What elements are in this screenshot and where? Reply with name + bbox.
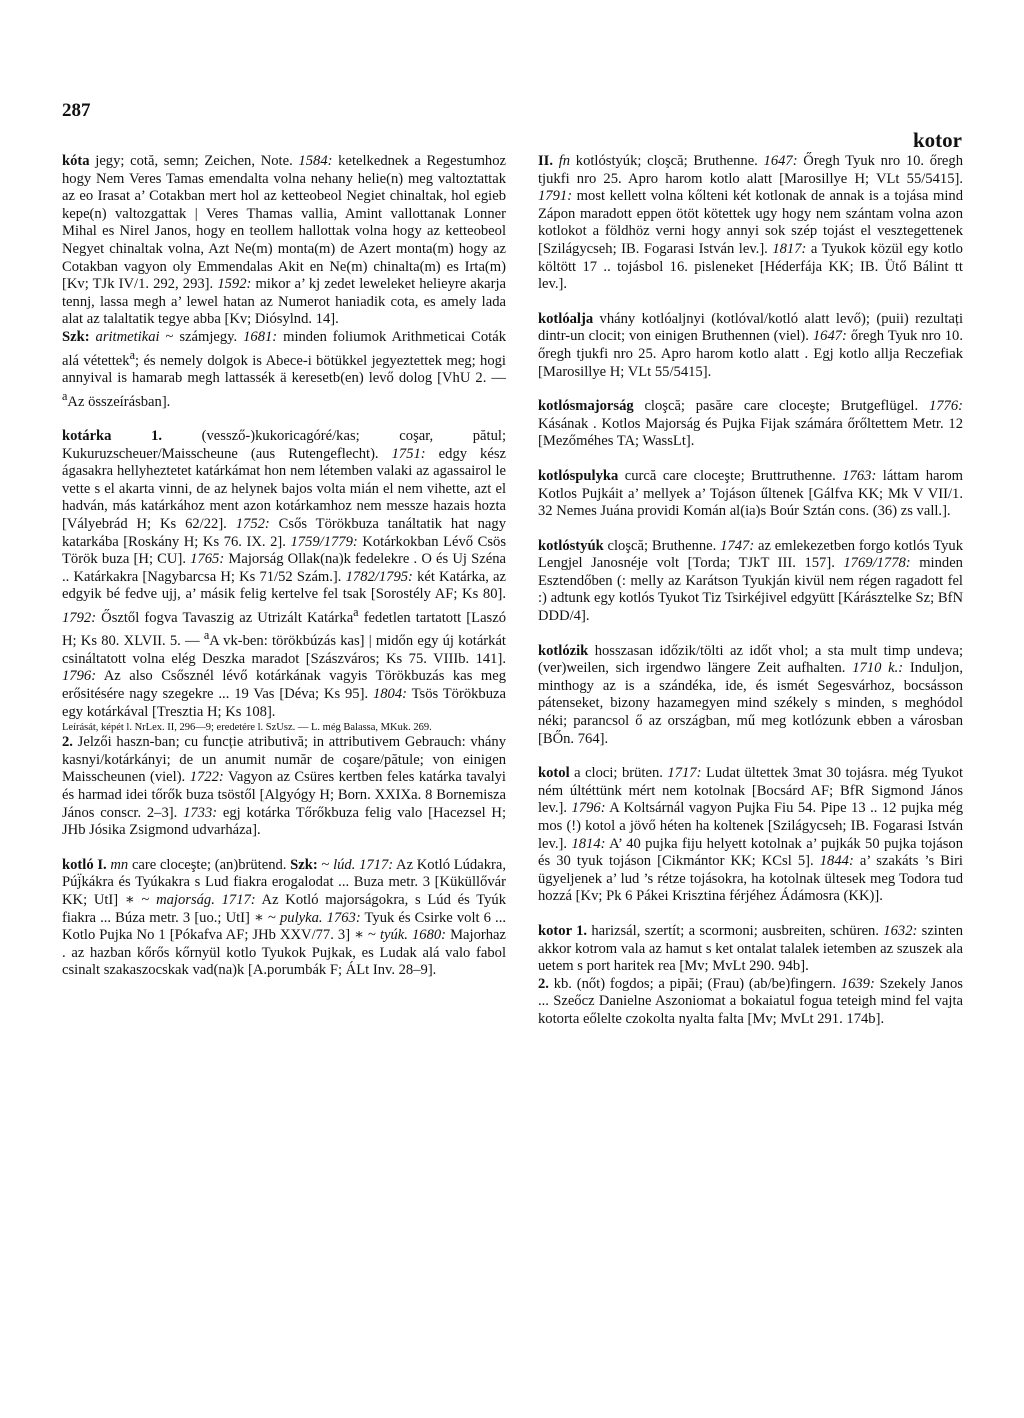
date: 1717: <box>355 856 394 873</box>
page-number: 287 <box>62 100 91 121</box>
sense-number: 1. <box>571 922 588 939</box>
date: 1584: <box>298 153 333 169</box>
entry-text: fedetlen tartatott [Laszó H; Ks 80. XLVII. 5. — <box>62 609 506 650</box>
entry-paragraph <box>62 428 506 721</box>
entry-text: Kotárkokban Lévő Csös Török buza [H; CU]. <box>62 533 506 568</box>
entry-text: Jelzői haszn-ban; cu funcție atributivă; in attributivem Gebrauch: vhány kasnyi/kotárkányi; de un anumit număr de coşare/pătule; von einigen Maisscheunen (viel). <box>62 734 506 786</box>
entry-paragraph <box>62 734 506 840</box>
entry-text: A’ 40 pujka fiju helyett kotolnak a’ pujkák 50 pujka tojáson és 30 tyuk tojáson [Cikmántor KK; KCsl 5]. <box>538 835 963 870</box>
pos: mn <box>106 856 129 873</box>
entry-text: egj kotárka Tőrőkbuza felig valo [Hacezsel H; JHb Jósika Zsigmond udvarháza]. <box>62 804 506 839</box>
entry-text: Ludat ültettek 3mat 30 tojásra. még Tyukot ném últéttünk mért nem kotolnak [Bocsárd AF; BfR Sigmond János lev.]. <box>538 765 964 817</box>
sense-number: 1. <box>111 428 163 445</box>
date: 1639: <box>840 975 875 992</box>
entry-text: aritmetikai <box>89 328 160 345</box>
entry-kotlospulyka <box>538 468 963 521</box>
entry-paragraph <box>538 765 963 906</box>
compound: pulyka. <box>279 909 323 926</box>
date: 1680: <box>407 927 447 944</box>
entry-text: Őregh Tyuk nro 10. őregh tjukfi nro 25. Apro harom kotlo alatt [Marosillye H; VLt 55/5415]. <box>538 153 963 187</box>
entry-paragraph <box>538 923 963 976</box>
entry-text: minden foliumok Arithmeticai Coták alá vétettek <box>62 328 506 369</box>
entry-text: Az also Csősznél lévő kotárkának vagyis Törökbuzás kas meg erősitésére nagy szegekre ... 19 Vas [Déva; Ks 95]. <box>62 668 506 703</box>
entry-text: Tsös Törökbuza egy kotárkával [Tresztia H; Ks 108]. <box>62 686 506 720</box>
entry-kotlosmajorsag <box>538 398 963 451</box>
entry-text: két Katárka, az edgyik bé fedve ujj, a’ másik felig kertelve fel tsak [Sorostély AF; Ks 80]. <box>62 568 506 603</box>
footnote-mark: a <box>62 388 68 403</box>
footnote-mark: a <box>353 604 359 619</box>
entry-text: szinten akkor kotrom vala az hamut s ket ontalat talalek ietemben az szuszek ala uetem s port haritek rea [Mv; MvLt 290. 94b]. <box>538 922 963 975</box>
entry-text: kotlóstyúk; cloşcă; Bruthenne. <box>570 153 764 169</box>
entry-text: a’ szakáts ’s Biri ügyeljenek a’ lud ’s rétze tojásokra, ha kotolnak ültesek meg Todora tud hozzá [Kv; Pk 6 Pákei Krisztina férjéhez Ádámosra (KK)]. <box>538 853 963 905</box>
entry-kotlo-ii <box>538 153 963 294</box>
entry-text: Ősztől fogva Tavaszig az Utrizált Katárka <box>96 609 354 626</box>
entry-kotlo <box>62 857 506 980</box>
entry-text: (vessző-)kukoricagóré/kas; coşar, pătul; Kukuruzscheuer/Maisscheune (aus Rutengeflecht). <box>62 428 506 462</box>
date: 1592: <box>217 276 252 293</box>
date: 1710 k.: <box>852 660 904 677</box>
date: 1632: <box>883 922 918 939</box>
date: 1647: <box>812 328 847 345</box>
entry-text: Az Kotló Lúdakra, Púj̈kákra és Tyúkakra s Lud fiakra erogalodat ... Buza metr. 3 [Küküllővár KK; UtI] ∗ ~ <box>62 856 506 908</box>
date: 1765: <box>190 551 225 568</box>
date: 1814: <box>571 835 606 852</box>
entry-kotloalja <box>538 311 963 381</box>
entry-kota <box>62 153 506 411</box>
entry-kotol <box>538 765 963 906</box>
date: 1796: <box>571 800 606 817</box>
entry-text: minden Esztendőben (: melly az Karátson Tyukján kivül nem régen ragadott fel :) adtunk egy kotlós Tyukot Tiz Tsirkéjivel edgyütt [Kárásztelke Sz; BfN DDD/4]. <box>538 555 963 625</box>
entry-text: az emlekezetben forgo kotlós Tyuk Lengjel Janosnéje volt [Torda; TJkT III. 157]. <box>538 537 963 572</box>
entry-paragraph <box>538 976 963 1029</box>
entry-text: curcă care cloceşte; Bruttruthenne. <box>618 467 843 484</box>
bibliographic-note: Leírását, képét l. NrLex. II, 296—9; eredetére l. SzUsz. — L. még Balassa, MKuk. 269. <box>62 722 432 734</box>
entry-paragraph <box>538 311 963 381</box>
date: 1844: <box>819 853 854 870</box>
entry-kotor <box>538 923 963 1029</box>
entry-text: Induljon, minthogy az is a szándéka, ide, és ismét Segesvárhoz, bocsásson pátenseket, bizony hazamegyen mind székely s minden, s meghódol néki; parancsol ő az országban, mű meg kotlózunk ebben a városban [BŐn. 764]. <box>538 660 963 747</box>
entry-text: Majorhaz . az hazban kőrős kőrnyül kotlo Tyukok Pujkak, es Ludak alá valo fabol csinalt szakaszocskak vad(na)k [A.porumbák F; ÁLt Inv. 28–9]. <box>62 927 506 979</box>
date: 1722: <box>189 769 224 786</box>
entry-text: care cloceşte; (an)brütend. <box>128 856 291 873</box>
compound: tyúk. <box>379 927 408 944</box>
date: 1796: <box>62 668 97 685</box>
entry-text: A Koltsárnál vagyon Pujka Fiu 54. Pipe 13 .. 12 pujka még mos (!) kotol a jövő héten ha koltenek [Szilágycseh; IB. Fogarasi István lev.]. <box>538 800 963 852</box>
entry-paragraph <box>538 538 963 626</box>
headword: kotol <box>538 765 570 782</box>
date: 1752: <box>235 516 270 532</box>
date: 1647: <box>763 153 798 169</box>
sense-number: II. <box>538 153 554 169</box>
entry-text: ~ számjegy. <box>159 328 244 345</box>
running-head: kotor <box>913 128 962 152</box>
entry-text: őregh Tyuk nro 10. őregh tjukfi nro 25. Apro harom kotlo alatt . Egj kotlo allja Reczefiak [Marosillye H; VLt 55/5415]. <box>538 328 963 380</box>
entry-text: edgy kész ágasakra hellyheztetet katárkámat hon nem létemben valaki az agassairol le vette s el akarta vinni, de az helynek bajos volta mián el nem vihette, azt el hadván, más katárkához ment azon kotárkamhoz nem messze hazais hozta [Vályebrád H; Ks 62/22]. <box>62 445 506 532</box>
entry-text: láttam harom Kotlos Pujkáit a’ mellyek a’ Tojáson űltenek [Gálfva KK; Mk V VII/1. 32 Nemes Juána providi Komán al(ia)s Boúr Sztán cons. (36) zs vall.]. <box>538 467 963 520</box>
date: 1717: <box>667 765 702 782</box>
entry-text: kb. (nőt) fogdos; a pipăi; (Frau) (ab/be)fingern. <box>548 975 841 992</box>
pos: fn <box>553 153 571 169</box>
headword: kotlóalja <box>538 310 594 327</box>
compound: lúd. <box>333 856 356 873</box>
entry-text: Csős Törökbuza tanáltatik hat nagy katarkába [Roskány H; Ks 76. IX. 2]. <box>62 516 507 550</box>
entry-paragraph <box>538 398 963 451</box>
date: 1804: <box>372 686 408 703</box>
entry-text: vhány kotlóaljnyi (kotlóval/kotló alatt levő); (puii) rezultați dintr-un clocit; von einigen Bruthennen (viel). <box>538 310 963 345</box>
sense-number: 2. <box>62 734 73 751</box>
right-column <box>538 153 963 1046</box>
entry-paragraph <box>62 857 506 980</box>
headword: kóta <box>62 153 90 169</box>
entry-paragraph <box>538 468 963 521</box>
entry-text: hosszasan időzik/tölti az időt vhol; a sta mult timp undeva; (ver)weilen, sich irgendwo längere Zeit aufhalten. <box>538 642 963 677</box>
date: 1782/1795: <box>345 568 413 585</box>
date: 1763: <box>322 909 361 926</box>
date: 1717: <box>214 892 256 908</box>
entry-text: a Tyukok közül egy kotlo költött 17 .. tojásbol 16. pisleneket [Héderfája KK; IB. Ütő Bálint tt lev.]. <box>538 240 963 293</box>
entry-paragraph <box>62 153 506 329</box>
szk-label: Szk: <box>290 856 318 873</box>
headword: kotlózik <box>538 642 589 659</box>
entry-text: cloşcă; pasăre care cloceşte; Brutgeflügel. <box>633 398 929 415</box>
entry-text: a cloci; brüten. <box>569 765 668 782</box>
szk-label: Szk: <box>62 328 90 345</box>
entry-kotlostyuk <box>538 538 963 626</box>
entry-text: ~ <box>317 856 334 873</box>
date: 1776: <box>928 398 963 415</box>
headword: kotor <box>538 922 572 939</box>
entry-text: harizsál, szertít; a scormoni; ausbreiten, schüren. <box>587 922 884 939</box>
headword: kotlóspulyka <box>538 467 619 484</box>
date: 1769/1778: <box>843 555 911 572</box>
entry-text: Kásának . Kotlos Majorság és Pujka Fijak számára őrőltettem Metr. 12 [Mezőméhes TA; WassLt]. <box>538 415 963 450</box>
sense-number: 2. <box>538 975 549 992</box>
left-column <box>62 153 506 997</box>
headword: kotárka <box>62 428 112 445</box>
date: 1763: <box>842 467 877 484</box>
date: 1792: <box>62 609 97 626</box>
headword: kotlósmajorság <box>538 398 634 415</box>
entry-text: mikor a’ kj zedet leweleket helieyre akarja tennj, lassa megh a’ lewel hatan az Numerot haniadik cota, es amely lada alat az talaltatik tegye abba [Kv; Diósylnd. 14]. <box>62 276 506 328</box>
entry-text: Szekely Janos ... Szeőcz Danielne Aszoniomat a bokaiatul fogua teteigh mind fel vajta kotorta eőlelte czokolta nyalta falta [Mv; MvLt 291. 174b]. <box>538 975 963 1027</box>
headword: kotló <box>62 856 94 873</box>
footnote-mark: a <box>203 628 210 643</box>
entry-text: Vagyon az Csüres kertben feles katárka tavalyi és harmad idei tőrők buza tsöstől [Algyógy H; Born. XXIXa. 8 Bornemisza János conscr. 2–3]. <box>62 769 506 821</box>
date: 1751: <box>391 445 426 462</box>
entry-paragraph <box>538 153 963 294</box>
date: 1759/1779: <box>290 533 358 550</box>
entry-kotlozik <box>538 643 963 749</box>
date: 1681: <box>243 328 278 345</box>
footnote-mark: a <box>129 347 135 362</box>
entry-text: Az Kotló majorságokra, s Lúd és Tyúk fiakra ... Búza metr. 3 [uo.; UtI] ∗ ~ <box>62 892 506 926</box>
entry-text: Tyuk és Csirke volt 6 ... Kotlo Pujka No 1 [Pókafva AF; JHb XXV/77. 3] ∗ ~ <box>62 909 506 944</box>
date: 1791: <box>538 188 573 205</box>
entry-text: A vk-ben: törökbúzás kas] | midőn egy új kotárkát csináltatott volna elég Deszka maradot [Szászváros; Ks 75. VIIIb. 141]. <box>62 633 506 667</box>
entry-paragraph <box>538 643 963 749</box>
entry-kotarka <box>62 428 506 840</box>
compound: majorság. <box>156 892 215 908</box>
entry-text: Az összeírásban]. <box>67 393 171 410</box>
entry-text: most kellett volna kőlteni két kotlonak de annak is a tojása mind Zápon maradott eppen ötöt kötettek ugy hogy nem szántam volna azon kotlokot a földhöz verni hogy annyi sok szép tojást el vesztegettenek [Szilágycseh; IB. Fogarasi István lev.]. <box>538 188 963 257</box>
date: 1817: <box>772 240 807 257</box>
date: 1733: <box>183 804 218 821</box>
date: 1747: <box>720 537 755 554</box>
entry-text: cloşcă; Bruthenne. <box>603 537 721 554</box>
sense-number: I. <box>93 856 107 873</box>
entry-paragraph <box>62 329 506 411</box>
headword: kotlóstyúk <box>538 537 604 554</box>
entry-text: ; és nemely dolgok is Abece-i bötükkel jegyeztettek meg; hogi annyival is hamarab megh lattassék ä keresetb(en) levő dolog [VhU 2. — <box>62 352 506 386</box>
entry-text: Majorság Ollak(na)k fedelekre . O és Uj Széna .. Katárkakra [Nagybarcsa H; Ks 71/52 Szám.]. <box>62 551 506 585</box>
entry-text: ketelkednek a Regestumhoz hogy Nem Veres Tamas emendalta volna nehany helie(n) meg valtoztattak az eo Irasat a’ Cotakban mert hol az ketteobeol Negiet chinaltak, hol egieb kepe(n) valtozgattak | Veres Thamas vallia, Amint vallottanak Lonner Mihal es Nirel Janos, hogy en teollem hallottak volna hogy az ketteobeol Negyet chinaltak volna, Azt Ne(m) monta(m) de Azert monta(m) hogy az Cotakban vagyon oly Emmendalas Akit en Ne(m) chinalta(m) es Irta(m) [Kv; TJk IV/1. 292, 293]. <box>62 153 506 293</box>
entry-text: jegy; cotă, semn; Zeichen, Note. <box>89 153 299 169</box>
